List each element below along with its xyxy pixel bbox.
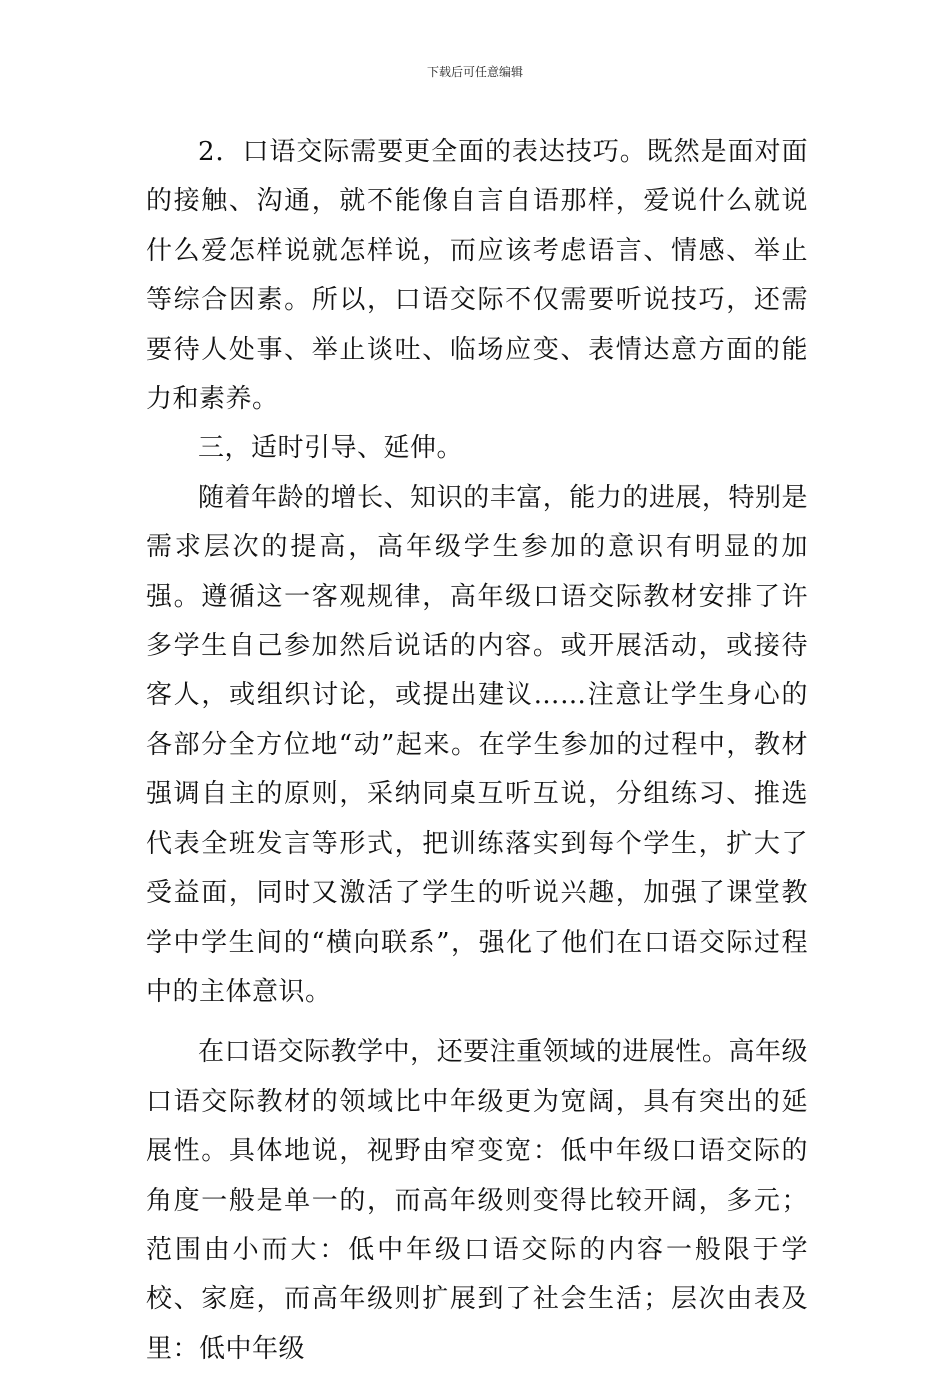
page-header: 下载后可任意编辑 bbox=[426, 65, 523, 79]
document-body bbox=[146, 128, 808, 1374]
paragraph-domain-expansion: 在口语交际教学中，还要注重领域的进展性。高年级口语交际教材的领域比中年级更为宽阔，具有突出的延展性。具体地说，视野由窄变宽：低中年级口语交际的角度一般是单一的，而高年级则变得比较开阔，多元；范围由小而大：低中年级口语交际的内容一般限于学校、家庭，而高年级则扩展到了社会生活；层次由表及里：低中年级 bbox=[146, 1037, 808, 1364]
paragraph-expression-skills: 2．口语交际需要更全面的表达技巧。既然是面对面的接触、沟通，就不能像自言自语那样，爱说什么就说什么爱怎样说就怎样说，而应该考虑语言、情感、举止等综合因素。所以，口语交际不仅需要听说技巧，还需要待人处事、举止谈吐、临场应变、表情达意方面的能力和素养。 bbox=[146, 137, 808, 415]
paragraph-participation: 随着年龄的增长、知识的丰富，能力的进展，特别是需求层次的提高，高年级学生参加的意识有明显的加强。遵循这一客观规律，高年级口语交际教材安排了许多学生自己参加然后说话的内容。或开展活动，或接待客人，或组织讨论，或提出建议……注意让学生身心的各部分全方位地“动”起来。在学生参加的过程中，教材强调自主的原则，采纳同桌互听互说，分组练习、推选代表全班发言等形式，把训练落实到每个学生，扩大了受益面，同时又激活了学生的听说兴趣，加强了课堂教学中学生间的“横向联系”，强化了他们在口语交际过程中的主体意识。 bbox=[146, 482, 808, 1007]
section-heading-guidance: 三，适时引导、延伸。 bbox=[198, 433, 464, 464]
